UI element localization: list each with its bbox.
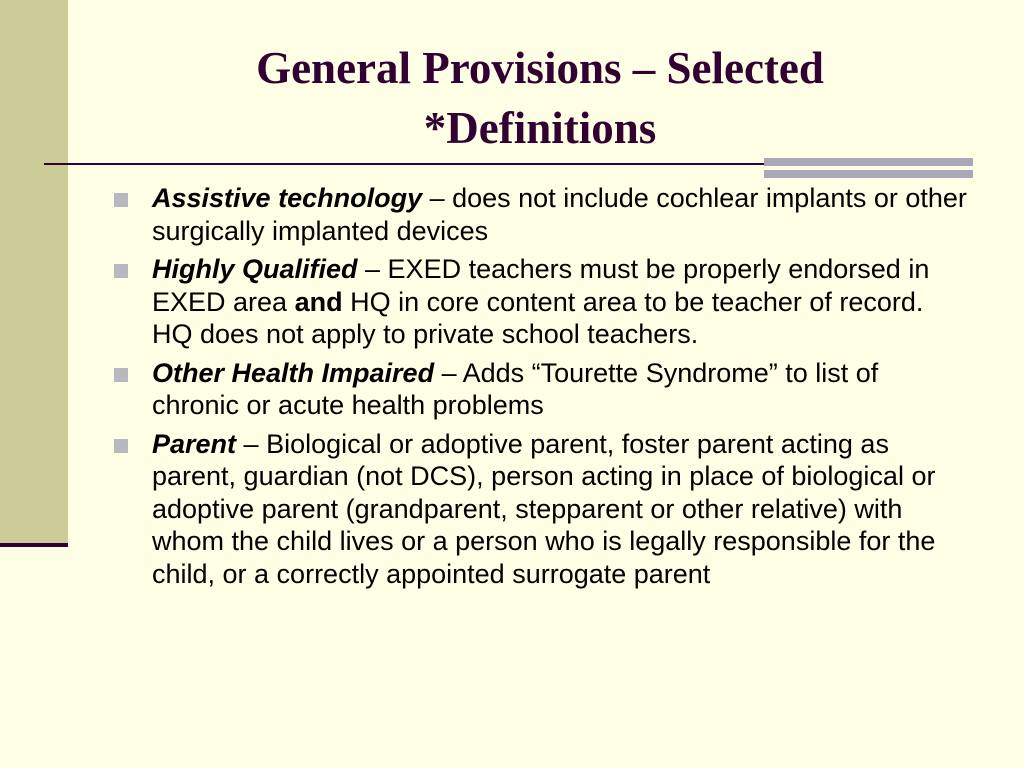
slide-title-line-1: General Provisions – Selected [256,43,824,93]
definition-text-continued: HQ in core content area to be teacher of record. HQ does not apply to private school teachers. [152,286,924,349]
slide-title-line-2: *Definitions [423,103,657,153]
definition-item-other-health-impaired [110,357,970,422]
square-bullet-icon [114,193,128,207]
square-bullet-icon [114,264,128,278]
title-divider [44,163,764,165]
accent-bar-bottom [764,170,973,178]
definition-term: Assistive technology [152,183,423,213]
definition-emphasis: and [294,286,343,317]
square-bullet-icon [114,439,128,453]
definition-text: – EXED teachers must be properly endorsed in EXED area [152,254,930,317]
left-decorative-band [0,0,68,545]
left-band-rule [0,543,68,547]
accent-bar-top [764,158,973,166]
definition-text: – Adds “Tourette Syndrome” to list of chronic or acute health problems [152,357,879,420]
definition-term: Highly Qualified [152,254,358,284]
definition-item-highly-qualified [110,253,970,351]
slide-title [90,38,990,158]
definitions-list [110,182,970,596]
definition-item-assistive-technology [110,182,970,247]
definition-text: – does not include cochlear implants or other surgically implanted devices [152,183,967,246]
definition-item-parent [110,428,970,591]
definition-term: Parent [152,428,237,459]
definition-text: – Biological or adoptive parent, foster parent acting as parent, guardian (not DCS), person acting in place of biological or adoptive parent (grandparent, stepparent or other relative) with whom the child lives or a person who is legally responsible for the child, or a correctly appointed surrogate parent [152,428,936,589]
definition-term: Other Health Impaired [152,357,435,388]
square-bullet-icon [114,368,128,382]
